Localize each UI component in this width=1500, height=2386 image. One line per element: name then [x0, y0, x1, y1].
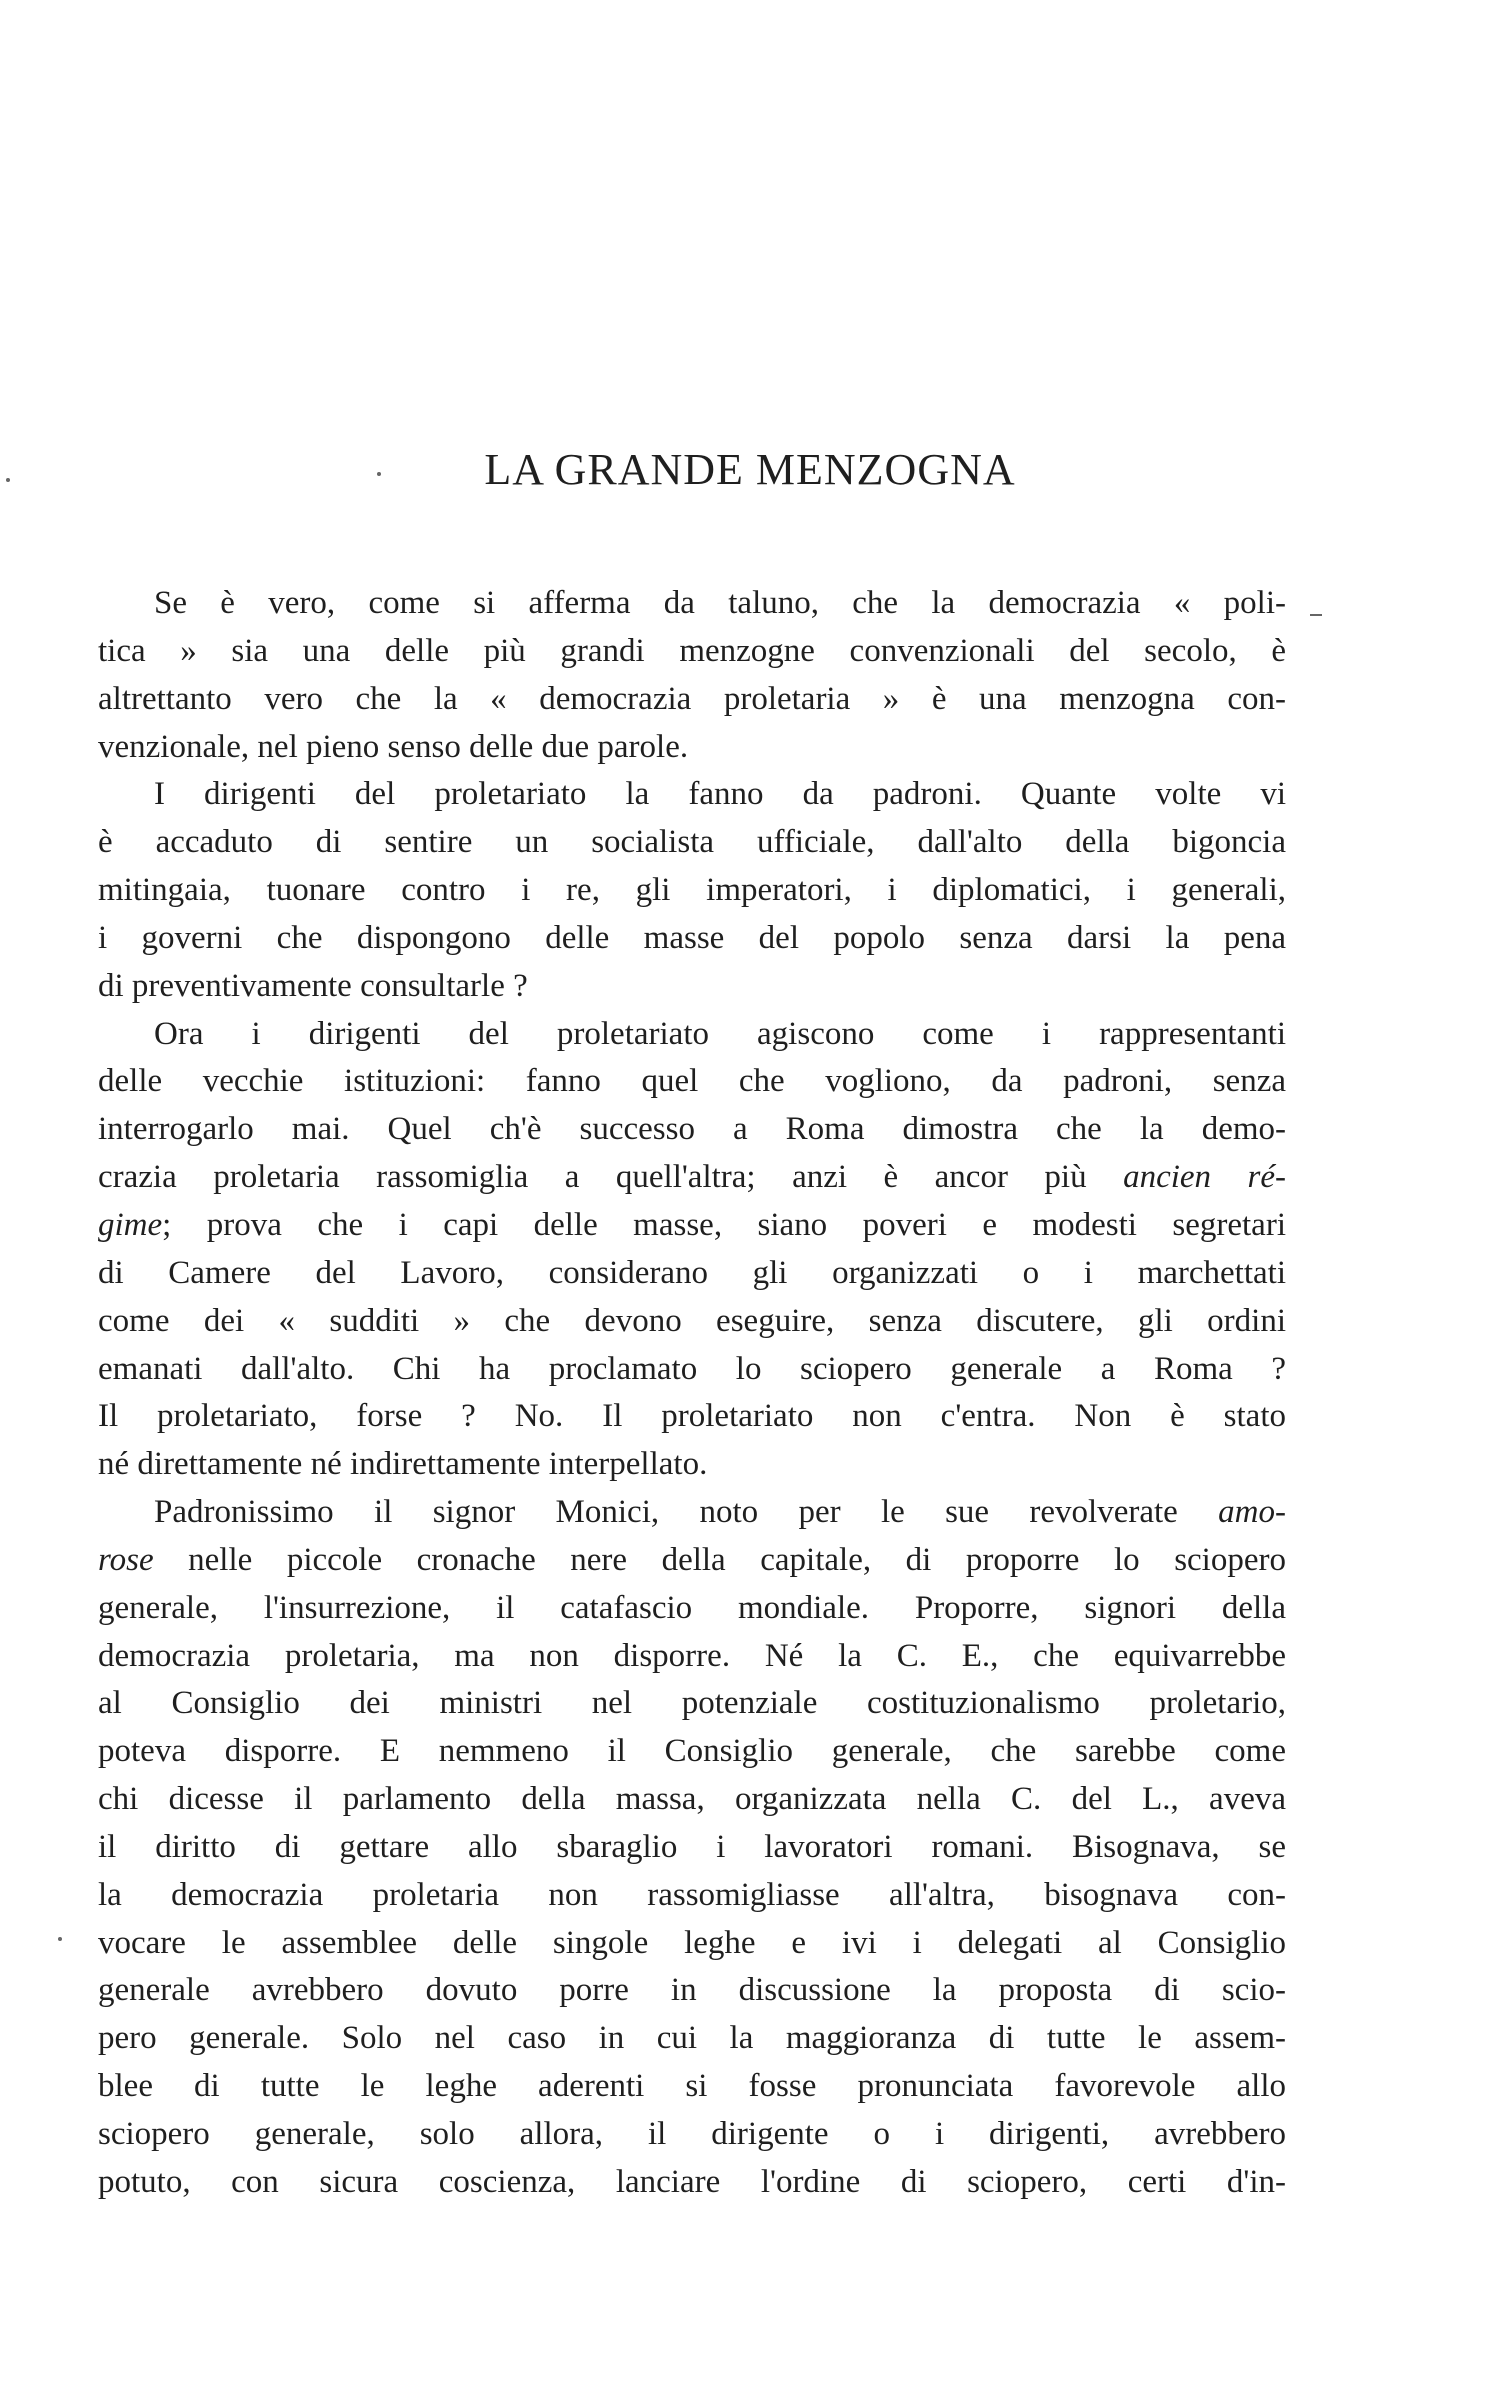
text-line: interrogarlo mai. Quel ch'è successo a Roma dimostra che la demo-: [98, 1111, 1286, 1148]
line-segment: nelle piccole cronache nere della capitale, di proporre lo sciopero: [153, 1541, 1286, 1578]
text-line: tica » sia una delle più grandi menzogne convenzionali del secolo, è: [98, 632, 1286, 669]
text-line: potuto, con sicura coscienza, lanciare l'ordine di sciopero, certi d'in-: [98, 2163, 1286, 2200]
text-line: mitingaia, tuonare contro i re, gli imperatori, i diplomatici, i generali,: [98, 872, 1286, 909]
italic-phrase: rose: [98, 1541, 154, 1578]
line-segment: crazia proletaria rassomiglia a quell'altra; anzi è ancor più: [98, 1159, 1087, 1196]
text-line: né direttamente né indirettamente interpellato.: [98, 1446, 708, 1483]
text-line: i governi che dispongono delle masse del popolo senza darsi la pena: [98, 919, 1286, 956]
text-line: generale, l'insurrezione, il catafascio mondiale. Proporre, signori della: [98, 1589, 1286, 1626]
text-line: al Consiglio dei ministri nel potenziale costituzionalismo proletario,: [98, 1685, 1286, 1722]
text-line: vocare le assemblee delle singole leghe e ivi i delegati al Consiglio: [98, 1924, 1286, 1961]
text-line: [98, 1154, 1286, 1202]
line-segment: ; prova che i capi delle masse, siano poveri e modesti segretari: [162, 1206, 1286, 1243]
text-line: Ora i dirigenti del proletariato agiscono come i rappresentanti: [154, 1015, 1286, 1052]
text-line: [98, 1489, 1286, 1537]
italic-phrase: ancien ré-: [1123, 1159, 1286, 1196]
text-line: blee di tutte le leghe aderenti si fosse pronunciata favorevole allo: [98, 2068, 1286, 2105]
italic-phrase: gime: [98, 1206, 163, 1243]
text-line: generale avrebbero dovuto porre in discussione la proposta di scio-: [98, 1972, 1286, 2009]
text-line: altrettanto vero che la « democrazia proletaria » è una menzogna con-: [98, 680, 1286, 717]
text-line: Il proletariato, forse ? No. Il proletariato non c'entra. Non è stato: [98, 1398, 1286, 1435]
text-line: Se è vero, come si afferma da taluno, che la democrazia « poli-: [154, 585, 1286, 621]
text-line: di Camere del Lavoro, considerano gli organizzati o i marchettati: [98, 1254, 1286, 1291]
text-line: chi dicesse il parlamento della massa, organizzata nella C. del L., aveva: [98, 1781, 1286, 1818]
scan-speck: [58, 1937, 62, 1941]
text-line: delle vecchie istituzioni: fanno quel che vogliono, da padroni, senza: [98, 1063, 1286, 1100]
text-line: democrazia proletaria, ma non disporre. Né la C. E., che equivarrebbe: [98, 1637, 1286, 1674]
body-text: [98, 580, 1286, 2207]
italic-phrase: amo-: [1218, 1494, 1286, 1531]
text-line: [98, 1537, 1286, 1585]
text-line: venzionale, nel pieno senso delle due parole.: [98, 728, 689, 765]
text-line: di preventivamente consultarle ?: [98, 967, 528, 1004]
text-line: [98, 1202, 1286, 1250]
text-line: è accaduto di sentire un socialista ufficiale, dall'alto della bigoncia: [98, 824, 1286, 861]
text-line: emanati dall'alto. Chi ha proclamato lo sciopero generale a Roma ?: [98, 1350, 1286, 1387]
chapter-title: LA GRANDE MENZOGNA: [484, 445, 1016, 494]
scan-speck: [377, 472, 381, 476]
line-segment: Padronissimo il signor Monici, noto per le sue revolverate: [154, 1494, 1178, 1531]
text-line: la democrazia proletaria non rassomigliasse all'altra, bisognava con-: [98, 1876, 1286, 1913]
text-line: sciopero generale, solo allora, il dirigente o i dirigenti, avrebbero: [98, 2116, 1286, 2152]
text-line: I dirigenti del proletariato la fanno da padroni. Quante volte vi: [154, 776, 1286, 813]
text-line: come dei « sudditi » che devono eseguire, senza discutere, gli ordini: [98, 1302, 1286, 1339]
text-line: poteva disporre. E nemmeno il Consiglio generale, che sarebbe come: [98, 1733, 1286, 1770]
scan-speck: [1310, 614, 1322, 616]
text-line: il diritto di gettare allo sbaraglio i lavoratori romani. Bisognava, se: [98, 1828, 1286, 1865]
text-line: pero generale. Solo nel caso in cui la maggioranza di tutte le assem-: [98, 2020, 1286, 2057]
scan-speck: [6, 478, 10, 482]
